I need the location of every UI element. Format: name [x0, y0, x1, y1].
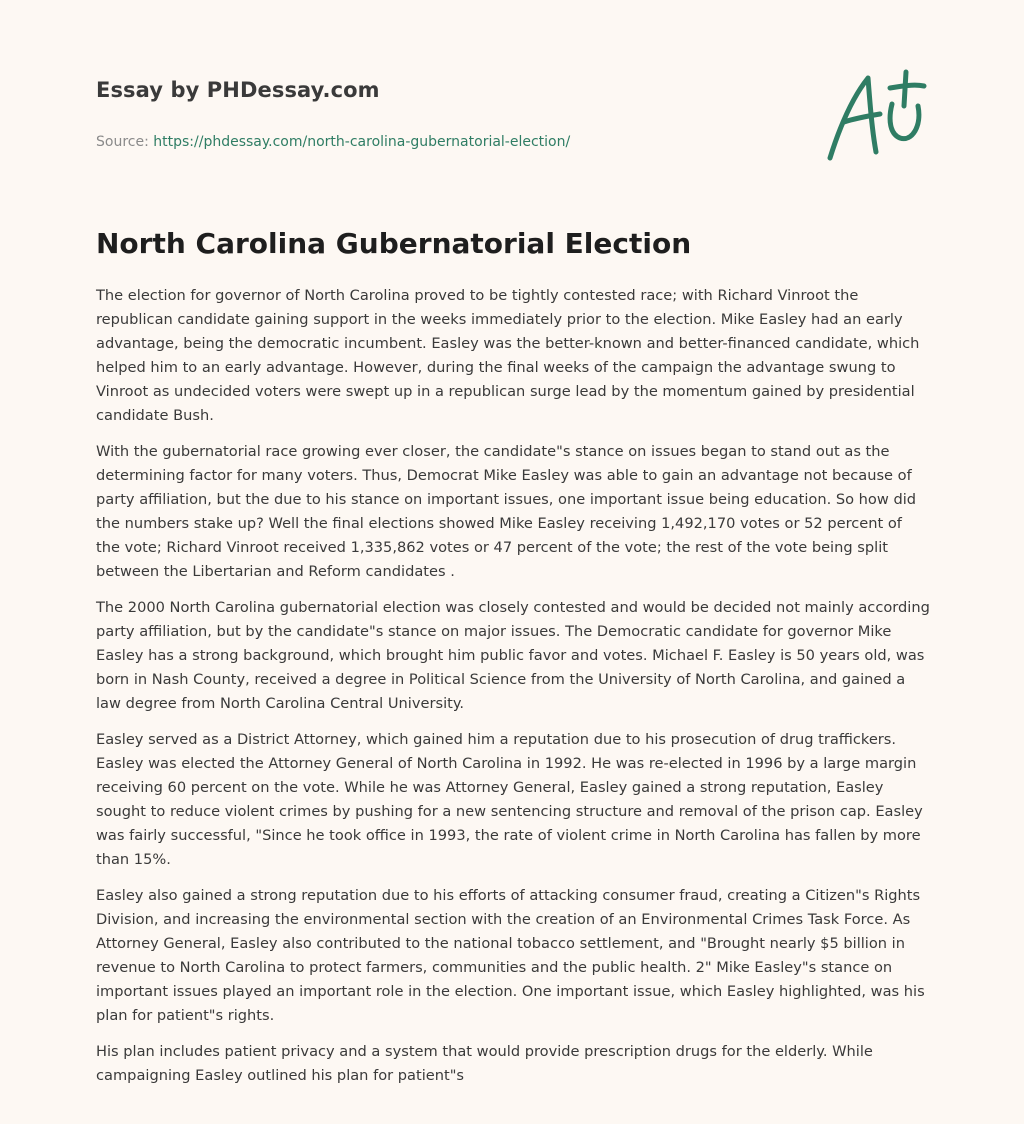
essay-header [96, 74, 736, 152]
essay-paragraph: His plan includes patient privacy and a system that would provide prescription drugs for the elderly. While campaigning Easley outlined his plan for patient"s [96, 1043, 873, 1084]
essay-title: North Carolina Gubernatorial Election [96, 227, 692, 260]
a-plus-logo-icon [818, 64, 934, 168]
essay-paragraph: The 2000 North Carolina gubernatorial election was closely contested and would be decided not mainly according party affiliation, but by the candidate"s stance on major issues. The Democratic candidate for governor Mike Easley has a strong background, which brought him public favor and votes. Michael F. Easley is 50 years old, was born in Nash County, received a degree in Political Science from the University of North Carolina, and gained a law degree from North Carolina Central University. [96, 599, 930, 712]
essay-paragraph: The election for governor of North Carolina proved to be tightly contested race; with Richard Vinroot the republican candidate gaining support in the weeks immediately prior to the election. Mike Easley had an early advantage, being the democratic incumbent. Easley was the better-known and better-financed candidate, which helped him to an early advantage. However, during the final weeks of the campaign the advantage swung to Vinroot as undecided voters were swept up in a republican surge lead by the momentum gained by presidential candidate Bush. [96, 287, 920, 424]
site-brand: Essay by PHDessay.com [96, 78, 380, 102]
source-label: Source: [96, 134, 149, 150]
essay-paragraph: Easley served as a District Attorney, which gained him a reputation due to his prosecution of drug traffickers. Easley was elected the Attorney General of North Carolina in 1992. He was re-elected in 1996 by a large margin receiving 60 percent on the vote. While he was Attorney General, Easley gained a strong reputation, Easley sought to reduce violent crimes by pushing for a new sentencing structure and removal of the prison cap. Easley was fairly successful, "Since he took office in 1993, the rate of violent crime in North Carolina has fallen by more than 15%. [96, 731, 923, 868]
essay-paragraph: Easley also gained a strong reputation due to his efforts of attacking consumer fraud, creating a Citizen"s Rights Division, and increasing the environmental section with the creation of an Environmental Crimes Task Force. As Attorney General, Easley also contributed to the national tobacco settlement, and "Brought nearly $5 billion in revenue to North Carolina to protect farmers, communities and the public health. 2" Mike Easley"s stance on important issues played an important role in the election. One important issue, which Easley highlighted, was his plan for patient"s rights. [96, 887, 925, 1024]
source-line [96, 132, 736, 152]
source-link[interactable]: https://phdessay.com/north-carolina-gubernatorial-election/ [153, 134, 571, 150]
essay-paragraph: With the gubernatorial race growing ever closer, the candidate"s stance on issues began to stand out as the determining factor for many voters. Thus, Democrat Mike Easley was able to gain an advantage not because of party affiliation, but the due to his stance on important issues, one important issue being education. So how did the numbers stake up? Well the final elections showed Mike Easley receiving 1,492,170 votes or 52 percent of the vote; Richard Vinroot received 1,335,862 votes or 47 percent of the vote; the rest of the vote being split between the Libertarian and Reform candidates . [96, 443, 917, 580]
essay-body [96, 284, 930, 1100]
